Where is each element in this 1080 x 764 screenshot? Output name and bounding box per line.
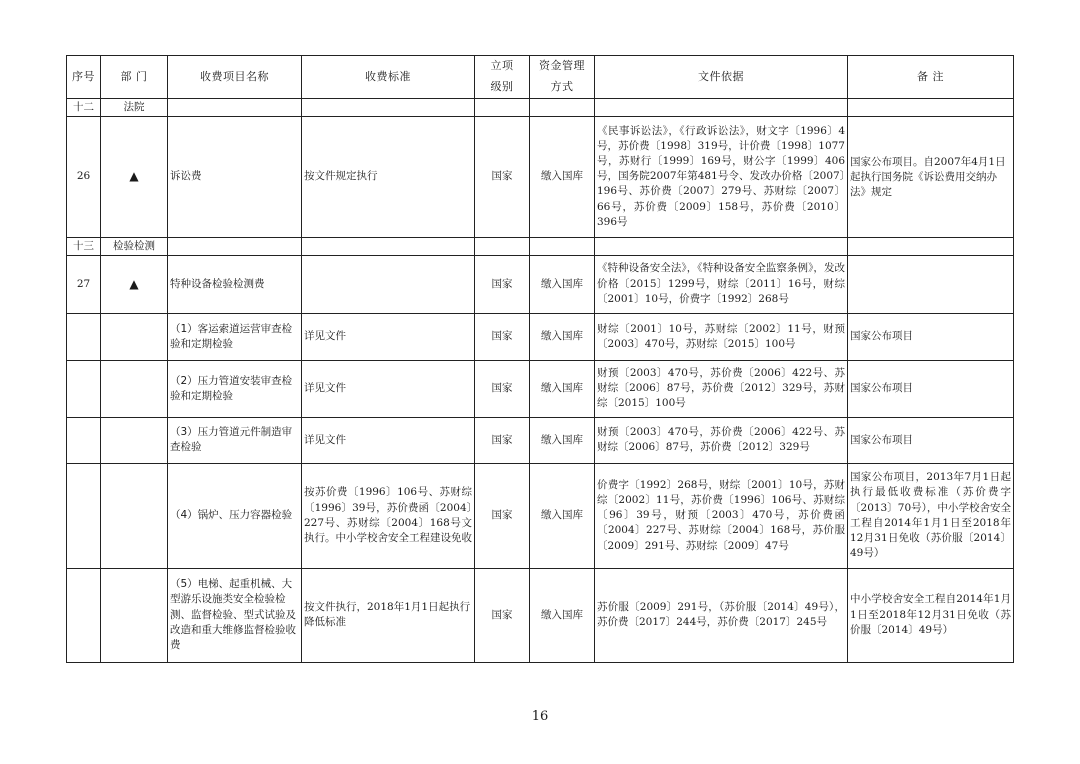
project-level: 国家 bbox=[475, 116, 530, 237]
section-row-inspection bbox=[67, 237, 1014, 255]
item-name: （2）压力管道安装审查检验和定期检验 bbox=[168, 360, 302, 417]
header-seq: 序号 bbox=[67, 56, 101, 99]
header-remark: 备 注 bbox=[848, 56, 1014, 99]
fund-management: 缴入国库 bbox=[530, 255, 595, 313]
item-name: （4）锅炉、压力容器检验 bbox=[168, 463, 302, 568]
section-number: 十二 bbox=[67, 98, 101, 116]
document-basis: 财综〔2001〕10号，苏财综〔2002〕11号，财预〔2003〕470号，苏财综〔2015〕100号 bbox=[595, 313, 848, 360]
remark: 中小学校舍安全工程自2014年1月1日至2018年12月31日免收（苏价服〔2014〕49号） bbox=[848, 568, 1014, 662]
section-name: 检验检测 bbox=[101, 237, 168, 255]
project-level: 国家 bbox=[475, 255, 530, 313]
header-fund: 资金管理 方式 bbox=[530, 56, 595, 99]
item-name: （3）压力管道元件制造审查检验 bbox=[168, 417, 302, 463]
remark: 国家公布项目 bbox=[848, 417, 1014, 463]
fund-management: 缴入国库 bbox=[530, 568, 595, 662]
triangle-mark-icon: ▲ bbox=[101, 255, 168, 313]
fee-standard: 详见文件 bbox=[302, 360, 475, 417]
triangle-mark-icon: ▲ bbox=[101, 116, 168, 237]
remark: 国家公布项目，2013年7月1日起执行最低收费标准（苏价费字〔2013〕70号），中小学校舍安全工程自2014年1月1日至2018年12月31日免收（苏价服〔2014〕49号） bbox=[848, 463, 1014, 568]
header-row bbox=[67, 56, 1014, 99]
document-basis: 《民事诉讼法》，《行政诉讼法》，财文字〔1996〕4号，苏价费〔1998〕319号，计价费〔1998〕1077号，苏财行〔1999〕169号，财公字〔1999〕406号，国务院2007年第481号令、发改办价格〔2007〕196号、苏价费〔2007〕279号、苏财综〔2007〕66号，苏价费〔2009〕158号，苏价费〔2010〕396号 bbox=[595, 116, 848, 237]
table-row-27-4 bbox=[67, 463, 1014, 568]
item-name: 特种设备检验检测费 bbox=[168, 255, 302, 313]
fund-management: 缴入国库 bbox=[530, 360, 595, 417]
section-row-court bbox=[67, 98, 1014, 116]
project-level: 国家 bbox=[475, 463, 530, 568]
fee-standard: 按文件规定执行 bbox=[302, 116, 475, 237]
table-row-27-1 bbox=[67, 313, 1014, 360]
item-name: 诉讼费 bbox=[168, 116, 302, 237]
fee-standard: 详见文件 bbox=[302, 313, 475, 360]
header-basis: 文件依据 bbox=[595, 56, 848, 99]
table-row-27-3 bbox=[67, 417, 1014, 463]
section-number: 十三 bbox=[67, 237, 101, 255]
project-level: 国家 bbox=[475, 313, 530, 360]
remark bbox=[848, 255, 1014, 313]
item-name: （5）电梯、起重机械、大型游乐设施类安全检验检测、监督检验、型式试验及改造和重大维修监督检验收费 bbox=[168, 568, 302, 662]
table-row-27-2 bbox=[67, 360, 1014, 417]
header-level: 立项 级别 bbox=[475, 56, 530, 99]
remark: 国家公布项目。自2007年4月1日起执行国务院《诉讼费用交纳办法》规定 bbox=[848, 116, 1014, 237]
table-row-26 bbox=[67, 116, 1014, 237]
section-name: 法院 bbox=[101, 98, 168, 116]
item-name: （1）客运索道运营审查检验和定期检验 bbox=[168, 313, 302, 360]
document-basis: 财预〔2003〕470号，苏价费〔2006〕422号、苏财综〔2006〕87号，苏价费〔2012〕329号 bbox=[595, 417, 848, 463]
fee-table bbox=[66, 55, 1014, 663]
project-level: 国家 bbox=[475, 360, 530, 417]
remark: 国家公布项目 bbox=[848, 360, 1014, 417]
fund-management: 缴入国库 bbox=[530, 417, 595, 463]
table-row-27-5 bbox=[67, 568, 1014, 662]
fund-management: 缴入国库 bbox=[530, 463, 595, 568]
document-basis: 财预〔2003〕470号，苏价费〔2006〕422号、苏财综〔2006〕87号，苏价费〔2012〕329号，苏财综〔2015〕100号 bbox=[595, 360, 848, 417]
fee-standard: 详见文件 bbox=[302, 417, 475, 463]
page-number: 16 bbox=[531, 709, 549, 724]
row-seq: 27 bbox=[67, 255, 101, 313]
remark: 国家公布项目 bbox=[848, 313, 1014, 360]
project-level: 国家 bbox=[475, 568, 530, 662]
fund-management: 缴入国库 bbox=[530, 116, 595, 237]
header-item: 收费项目名称 bbox=[168, 56, 302, 99]
fee-standard: 按苏价费〔1996〕106号、苏财综〔1996〕39号，苏价费函〔2004〕227号、苏财综〔2004〕168号文执行。中小学校舍安全工程建设免收 bbox=[302, 463, 475, 568]
document-basis: 《特种设备安全法》，《特种设备安全监察条例》，发改价格〔2015〕1299号，财综〔2011〕16号，财综〔2001〕10号，价费字〔1992〕268号 bbox=[595, 255, 848, 313]
document-basis: 价费字〔1992〕268号，财综〔2001〕10号，苏财综〔2002〕11号，苏价费〔1996〕106号、苏财综〔96〕39号，财预〔2003〕470号，苏价费函〔2004〕227号、苏财综〔2004〕168号，苏价服〔2009〕291号、苏财综〔2009〕47号 bbox=[595, 463, 848, 568]
header-standard: 收费标准 bbox=[302, 56, 475, 99]
header-dept: 部 门 bbox=[101, 56, 168, 99]
document-basis: 苏价服〔2009〕291号，（苏价服〔2014〕49号），苏价费〔2017〕244号，苏价费〔2017〕245号 bbox=[595, 568, 848, 662]
table-row-27 bbox=[67, 255, 1014, 313]
fee-standard: 按文件执行，2018年1月1日起执行降低标准 bbox=[302, 568, 475, 662]
fee-standard bbox=[302, 255, 475, 313]
row-seq: 26 bbox=[67, 116, 101, 237]
project-level: 国家 bbox=[475, 417, 530, 463]
fund-management: 缴入国库 bbox=[530, 313, 595, 360]
